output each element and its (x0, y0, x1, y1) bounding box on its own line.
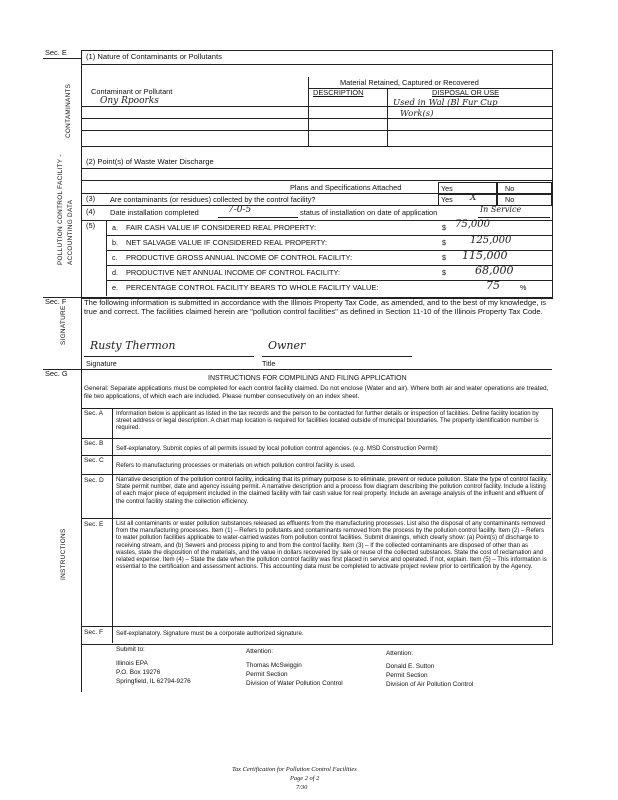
plans-no-label: No (505, 184, 515, 193)
item5-left-rule (106, 220, 107, 296)
row-c-text: PRODUCTIVE GROSS ANNUAL INCOME OF CONTROL FACILITY: (126, 253, 353, 262)
contact1-line-1: Thomas McSwiggin (246, 662, 302, 669)
instr-a-text: Information below is applicant as listed in the tax records and the person to be contacted for further details or inspection of facilities. Define facility location by street address or legal description. A chart map location is required for facilities located outside of municipal boundaries. The property identification number is required. (116, 410, 539, 432)
side-label-signature: SIGNATURE (60, 305, 67, 345)
row-line-d (81, 146, 552, 147)
instr-c-label: Sec. C (84, 457, 104, 464)
instr-f-label: Sec. F (84, 629, 104, 636)
row-b-letter: b. (112, 238, 118, 247)
row-c-letter: c. (112, 253, 118, 262)
row-a-text: FAIR CASH VALUE IF CONSIDERED REAL PROPERTY: (126, 223, 317, 232)
row-d-dollar: $ (442, 268, 446, 277)
instr-d-rule (81, 518, 551, 519)
sec-e-left-rule (81, 58, 82, 296)
instr-a-rule (81, 438, 551, 439)
side-label-facility: POLLUTION CONTROL FACILITY - (57, 154, 64, 265)
plans-attached-label: Plans and Specifications Attached (290, 183, 402, 192)
item5-num: (5) (86, 221, 96, 230)
instr-b-rule (81, 455, 551, 456)
hw-disposal-1: Used in Wal (Bl Fur Cup (393, 98, 498, 108)
footer-line-1: Tax Certification for Pollution Control Facilities (232, 766, 357, 773)
item4-text-b: status of installation on date of application (300, 208, 438, 217)
item3-yes-label: Yes (441, 195, 453, 204)
instr-d-label: Sec. D (84, 477, 104, 484)
instr-d-text: Narrative description of the pollution control facility, indicating that its primary purpose is to eliminate, prevent or reduce pollution. State the type of control facility. State permit number, date and agency issuing permit. A narrative description and a process flow diagram describing the pollution control facility. Include a listing of each major piece of equipment included in the claimed facility with fair cash value for real property. Include an average analysis of the influent and effluent of the control facility stating the collection efficiency. (116, 476, 548, 505)
row-a-hw: 75,000 (455, 219, 490, 230)
instr-b-label: Sec. B (84, 440, 104, 447)
attention-1: Attention: (246, 648, 274, 655)
contact1-line-3: Division of Water Pollution Control (246, 680, 343, 687)
signature-label: Signature (86, 359, 117, 368)
item1-heading: (1) Nature of Contaminants or Pollutants (86, 52, 222, 61)
hw-title: Owner (268, 339, 306, 352)
row-e-text: PERCENTAGE CONTROL FACILITY BEARS TO WHOLE FACILITY VALUE: (126, 283, 379, 292)
row-b-text: NET SALVAGE VALUE IF CONSIDERED REAL PROPERTY: (126, 238, 328, 247)
col-description: DESCRIPTION (313, 88, 364, 97)
attention-2: Attention: (386, 650, 414, 657)
addr-line-1: Illinois EPA (116, 660, 148, 667)
hw-pollutant: Ony Rpoorks (100, 96, 159, 106)
item3-yes-check: X (470, 193, 477, 203)
addr-line-3: Springfield, IL 62794-9276 (116, 678, 191, 685)
instr-e-rule (81, 626, 551, 627)
rule-item2 (81, 168, 552, 169)
item3-num: (3) (86, 194, 96, 203)
instr-a-label: Sec. A (84, 410, 104, 417)
sec-e-label: Sec. E (45, 48, 67, 57)
row-line-b (81, 118, 552, 119)
item4-date-line (218, 217, 298, 218)
instr-c-rule (81, 474, 551, 475)
material-heading: Material Retained, Captured or Recovered (340, 78, 479, 87)
plans-yes-label: Yes (441, 184, 453, 193)
row-line-a (81, 106, 552, 107)
sec-f-label: Sec. F (45, 297, 67, 306)
hw-status: In Service (480, 205, 522, 214)
title-label: Title (262, 359, 276, 368)
row-a-dollar: $ (442, 223, 446, 232)
hw-signature: Rusty Thermon (90, 339, 176, 352)
instr-b-text: Self-explanatory. Submit copies of all permits issued by local pollution control agencies. (e.g. MSD Construction Permit) (116, 445, 438, 452)
contact2-line-3: Division of Air Pollution Control (386, 681, 474, 688)
sec-g-top-rule (43, 369, 552, 370)
col-pollutant: Contaminant or Pollutant (91, 87, 173, 96)
row-e-letter: e. (112, 283, 118, 292)
row-e-hw: 75 (486, 279, 500, 292)
side-label-accounting: ACCOUNTING DATA (67, 199, 74, 265)
row-b-hw: 125,000 (470, 235, 512, 246)
row-line-c (81, 130, 552, 131)
sec-g-label: Sec. G (45, 369, 68, 378)
sec-f-left-rule (81, 297, 82, 369)
instr-e-text: List all contaminants or water pollution substances released as effluents from the manufacturing processes. List also the disposal of any contaminants removed from the manufacturing processes. Item (1) – Refers to pollutants and contaminants removed from the process by the pollution control facility. Item (2) – Refers to water pollution facilities applicable to water-carried wastes from pollution control facilities. Submit drawings, which clearly show: (a) Point(s) of discharge to receiving stream, and (b) Sewers and process piping to and from the control facility. Item (3) – If the collected contaminants are disposed of other than as wastes, state the disposition of the materials, and the value in dollars recovered by sale or reuse of the collected substances. State the cost of reclamation and related expense. Item (4) – State the date when the pollution control facility was first placed in service and operated. If not, explain. Item (5) – This information is essential to the certification and assessment actions. This accounting data must be completed to activate project review prior to certification by the Agency. (116, 520, 547, 571)
contact2-line-2: Permit Section (386, 672, 428, 679)
submit-label: Submit to: (116, 646, 145, 653)
col-divider-1 (308, 77, 309, 147)
instr-c-text: Refers to manufacturing processes or materials on which pollution control facility is used. (116, 462, 356, 469)
instr-e-label: Sec. E (84, 521, 104, 528)
side-label-instructions: INSTRUCTIONS (60, 528, 67, 580)
instr-f-text: Self-explanatory. Signature must be a corporate authorized signature. (116, 630, 304, 637)
side-label-contaminants: CONTAMINANTS (65, 83, 72, 138)
row-d-hw: 68,000 (475, 264, 514, 277)
row-c-dollar: $ (442, 253, 446, 262)
hw-date: 7-0-5 (228, 205, 252, 215)
sec-g-table-divider (112, 408, 113, 643)
row-b-dollar: $ (442, 238, 446, 247)
row-c-hw: 115,000 (462, 249, 508, 262)
item3-text: Are contaminants (or residues) collected by the control facility? (110, 195, 316, 204)
title-line (262, 356, 412, 357)
col-disposal: DISPOSAL OR USE (432, 88, 500, 97)
row-e-dollar: % (520, 283, 527, 292)
rule-item1 (81, 64, 552, 65)
item4-status-line (478, 217, 550, 218)
addr-line-2: P.O. Box 19276 (116, 669, 161, 676)
item3-no-label: No (505, 195, 515, 204)
item4-num: (4) (86, 207, 96, 216)
sec-g-general: General: Separate applications must be completed for each control facility claimed. Do not enclose (Water and air). Where both air and water operations are treated, file two applications, of which each are included. Please number consecutively on an index sheet. (84, 385, 549, 400)
item2-heading: (2) Point(s) of Waste Water Discharge (86, 157, 214, 166)
hw-disposal-2: Work(s) (400, 109, 434, 119)
footer-line-3: 7/30 (296, 784, 308, 791)
rule-item2b (81, 180, 552, 181)
sec-g-heading: INSTRUCTIONS FOR COMPILING AND FILING APPLICATION (208, 375, 407, 382)
row-d-text: PRODUCTIVE NET ANNUAL INCOME OF CONTROL FACILITY: (126, 268, 341, 277)
row-a-letter: a. (112, 223, 118, 232)
sec-e-label-rule (43, 58, 81, 59)
footer-line-2: Page 2 of 2 (290, 775, 320, 782)
contact1-line-2: Permit Section (246, 671, 288, 678)
item4-text-a: Date installation completed (110, 208, 199, 217)
contact2-line-1: Donald E. Sutton (386, 663, 435, 670)
row-d-letter: d. (112, 268, 118, 277)
sec-f-statement: The following information is submitted in accordance with the Illinois Property Tax Code, as amended, and to the best of my knowledge, is true and correct. The facilities claimed herein are "pollution control facilities" as defined in Section 11-10 of the Illinois Property Tax Code. (84, 298, 547, 316)
signature-line (84, 356, 254, 357)
